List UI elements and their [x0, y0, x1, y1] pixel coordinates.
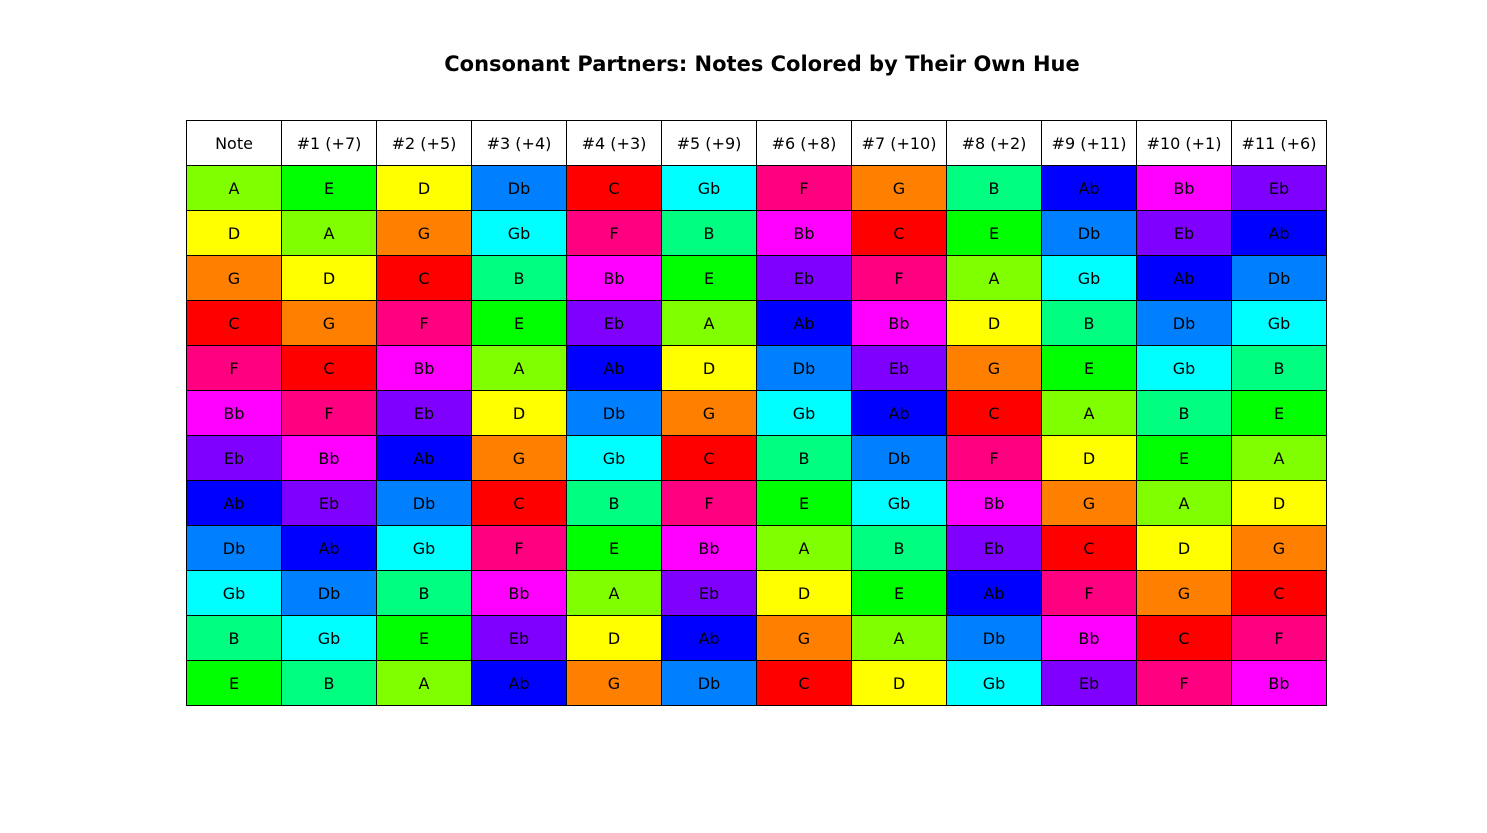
- partner-cell: F: [472, 526, 567, 571]
- partner-cell: D: [472, 391, 567, 436]
- partner-cell: E: [282, 166, 377, 211]
- partner-cell: Db: [662, 661, 757, 706]
- partner-cell: E: [567, 526, 662, 571]
- partner-cell: Bb: [282, 436, 377, 481]
- partner-cell: C: [662, 436, 757, 481]
- partner-cell: Ab: [1137, 256, 1232, 301]
- partner-cell: A: [282, 211, 377, 256]
- partner-cell: Ab: [852, 391, 947, 436]
- partner-cell: Gb: [1232, 301, 1327, 346]
- partner-cell: Bb: [947, 481, 1042, 526]
- chart-title: Consonant Partners: Notes Colored by Their Own Hue: [444, 52, 1080, 76]
- partner-cell: B: [852, 526, 947, 571]
- partner-cell: Gb: [1042, 256, 1137, 301]
- partner-cell: B: [282, 661, 377, 706]
- partner-cell: F: [567, 211, 662, 256]
- table-row: [187, 166, 1327, 211]
- note-cell: Ab: [187, 481, 282, 526]
- column-header: #1 (+7): [282, 121, 377, 166]
- partner-cell: Ab: [1232, 211, 1327, 256]
- column-header: #11 (+6): [1232, 121, 1327, 166]
- partner-cell: C: [1232, 571, 1327, 616]
- table-row: [187, 301, 1327, 346]
- partner-cell: B: [567, 481, 662, 526]
- partner-cell: A: [1232, 436, 1327, 481]
- note-cell: F: [187, 346, 282, 391]
- column-header: #8 (+2): [947, 121, 1042, 166]
- partner-cell: E: [1137, 436, 1232, 481]
- partner-cell: C: [282, 346, 377, 391]
- partner-cell: A: [1042, 391, 1137, 436]
- partner-cell: Db: [567, 391, 662, 436]
- note-cell: Gb: [187, 571, 282, 616]
- partner-cell: E: [1042, 346, 1137, 391]
- column-header: #3 (+4): [472, 121, 567, 166]
- partner-cell: B: [947, 166, 1042, 211]
- consonant-partners-table: [186, 120, 1327, 706]
- partner-cell: Gb: [947, 661, 1042, 706]
- partner-cell: D: [282, 256, 377, 301]
- partner-cell: Eb: [947, 526, 1042, 571]
- partner-cell: B: [757, 436, 852, 481]
- partner-cell: E: [1232, 391, 1327, 436]
- partner-cell: Gb: [282, 616, 377, 661]
- partner-cell: Gb: [567, 436, 662, 481]
- partner-cell: D: [1232, 481, 1327, 526]
- partner-cell: Eb: [472, 616, 567, 661]
- partner-cell: Eb: [567, 301, 662, 346]
- partner-cell: C: [1042, 526, 1137, 571]
- partner-cell: A: [567, 571, 662, 616]
- column-header: #9 (+11): [1042, 121, 1137, 166]
- partner-cell: G: [757, 616, 852, 661]
- partner-cell: Ab: [947, 571, 1042, 616]
- note-cell: B: [187, 616, 282, 661]
- partner-cell: A: [472, 346, 567, 391]
- partner-cell: C: [947, 391, 1042, 436]
- partner-cell: D: [662, 346, 757, 391]
- partner-cell: A: [757, 526, 852, 571]
- partner-cell: E: [377, 616, 472, 661]
- table-row: [187, 391, 1327, 436]
- partner-cell: E: [852, 571, 947, 616]
- partner-cell: Eb: [1137, 211, 1232, 256]
- partner-cell: F: [852, 256, 947, 301]
- partner-cell: Eb: [757, 256, 852, 301]
- partner-cell: B: [472, 256, 567, 301]
- table-row: [187, 571, 1327, 616]
- partner-cell: Db: [947, 616, 1042, 661]
- partner-cell: Eb: [1232, 166, 1327, 211]
- partner-cell: G: [282, 301, 377, 346]
- partner-cell: Ab: [662, 616, 757, 661]
- table-row: [187, 346, 1327, 391]
- header-row: [187, 121, 1327, 166]
- column-header: #10 (+1): [1137, 121, 1232, 166]
- partner-cell: D: [1137, 526, 1232, 571]
- partner-cell: C: [377, 256, 472, 301]
- partner-cell: Db: [377, 481, 472, 526]
- partner-cell: D: [757, 571, 852, 616]
- partner-cell: Gb: [377, 526, 472, 571]
- partner-cell: Ab: [377, 436, 472, 481]
- table-row: [187, 256, 1327, 301]
- partner-cell: C: [852, 211, 947, 256]
- partner-cell: F: [377, 301, 472, 346]
- partner-cell: G: [1042, 481, 1137, 526]
- partner-cell: Eb: [662, 571, 757, 616]
- table-row: [187, 211, 1327, 256]
- partner-cell: G: [662, 391, 757, 436]
- partner-cell: E: [472, 301, 567, 346]
- partner-cell: Db: [472, 166, 567, 211]
- partner-cell: B: [1137, 391, 1232, 436]
- note-cell: D: [187, 211, 282, 256]
- partner-cell: F: [662, 481, 757, 526]
- partner-cell: F: [1232, 616, 1327, 661]
- partner-cell: Gb: [1137, 346, 1232, 391]
- partner-cell: Db: [757, 346, 852, 391]
- partner-cell: Db: [282, 571, 377, 616]
- partner-cell: Bb: [1137, 166, 1232, 211]
- partner-cell: E: [947, 211, 1042, 256]
- partner-cell: Gb: [472, 211, 567, 256]
- partner-cell: F: [947, 436, 1042, 481]
- partner-cell: Ab: [567, 346, 662, 391]
- partner-cell: F: [1042, 571, 1137, 616]
- partner-cell: G: [472, 436, 567, 481]
- partner-cell: G: [567, 661, 662, 706]
- partner-cell: C: [757, 661, 852, 706]
- partner-cell: A: [377, 661, 472, 706]
- partner-cell: B: [377, 571, 472, 616]
- partner-cell: C: [567, 166, 662, 211]
- table-row: [187, 616, 1327, 661]
- partner-cell: Bb: [1232, 661, 1327, 706]
- table-row: [187, 481, 1327, 526]
- partner-cell: G: [1137, 571, 1232, 616]
- partner-cell: Eb: [852, 346, 947, 391]
- partner-cell: A: [947, 256, 1042, 301]
- partner-cell: Db: [1042, 211, 1137, 256]
- partner-cell: B: [1042, 301, 1137, 346]
- partner-cell: A: [662, 301, 757, 346]
- note-cell: G: [187, 256, 282, 301]
- partner-cell: Ab: [282, 526, 377, 571]
- column-header: #2 (+5): [377, 121, 472, 166]
- partner-cell: F: [282, 391, 377, 436]
- column-header: #7 (+10): [852, 121, 947, 166]
- partner-cell: A: [1137, 481, 1232, 526]
- note-cell: E: [187, 661, 282, 706]
- partner-cell: E: [757, 481, 852, 526]
- partner-cell: C: [1137, 616, 1232, 661]
- partner-cell: D: [947, 301, 1042, 346]
- partner-cell: Db: [1232, 256, 1327, 301]
- partner-cell: B: [1232, 346, 1327, 391]
- partner-cell: D: [852, 661, 947, 706]
- partner-cell: Eb: [1042, 661, 1137, 706]
- partner-cell: D: [567, 616, 662, 661]
- partner-cell: Ab: [757, 301, 852, 346]
- partner-cell: Ab: [1042, 166, 1137, 211]
- partner-cell: B: [662, 211, 757, 256]
- note-cell: C: [187, 301, 282, 346]
- partner-cell: Bb: [1042, 616, 1137, 661]
- table-body: [187, 166, 1327, 706]
- partner-cell: Bb: [662, 526, 757, 571]
- partner-cell: F: [1137, 661, 1232, 706]
- partner-cell: F: [757, 166, 852, 211]
- partner-cell: G: [377, 211, 472, 256]
- column-header: #6 (+8): [757, 121, 852, 166]
- note-cell: A: [187, 166, 282, 211]
- partner-cell: Eb: [377, 391, 472, 436]
- column-header: #5 (+9): [662, 121, 757, 166]
- partner-cell: Gb: [852, 481, 947, 526]
- partner-cell: C: [472, 481, 567, 526]
- partner-cell: Bb: [757, 211, 852, 256]
- partner-cell: Db: [1137, 301, 1232, 346]
- partner-cell: G: [852, 166, 947, 211]
- partner-cell: Ab: [472, 661, 567, 706]
- partner-cell: Gb: [662, 166, 757, 211]
- note-cell: Eb: [187, 436, 282, 481]
- partner-cell: G: [1232, 526, 1327, 571]
- partner-cell: A: [852, 616, 947, 661]
- table-row: [187, 661, 1327, 706]
- partner-cell: Bb: [567, 256, 662, 301]
- partner-cell: Bb: [852, 301, 947, 346]
- table-row: [187, 526, 1327, 571]
- partner-cell: E: [662, 256, 757, 301]
- partner-cell: D: [1042, 436, 1137, 481]
- column-header: Note: [187, 121, 282, 166]
- note-cell: Db: [187, 526, 282, 571]
- partner-cell: Eb: [282, 481, 377, 526]
- partner-cell: Bb: [377, 346, 472, 391]
- partner-cell: Bb: [472, 571, 567, 616]
- partner-cell: G: [947, 346, 1042, 391]
- partner-cell: Gb: [757, 391, 852, 436]
- partner-cell: Db: [852, 436, 947, 481]
- column-header: #4 (+3): [567, 121, 662, 166]
- table-row: [187, 436, 1327, 481]
- partner-cell: D: [377, 166, 472, 211]
- note-cell: Bb: [187, 391, 282, 436]
